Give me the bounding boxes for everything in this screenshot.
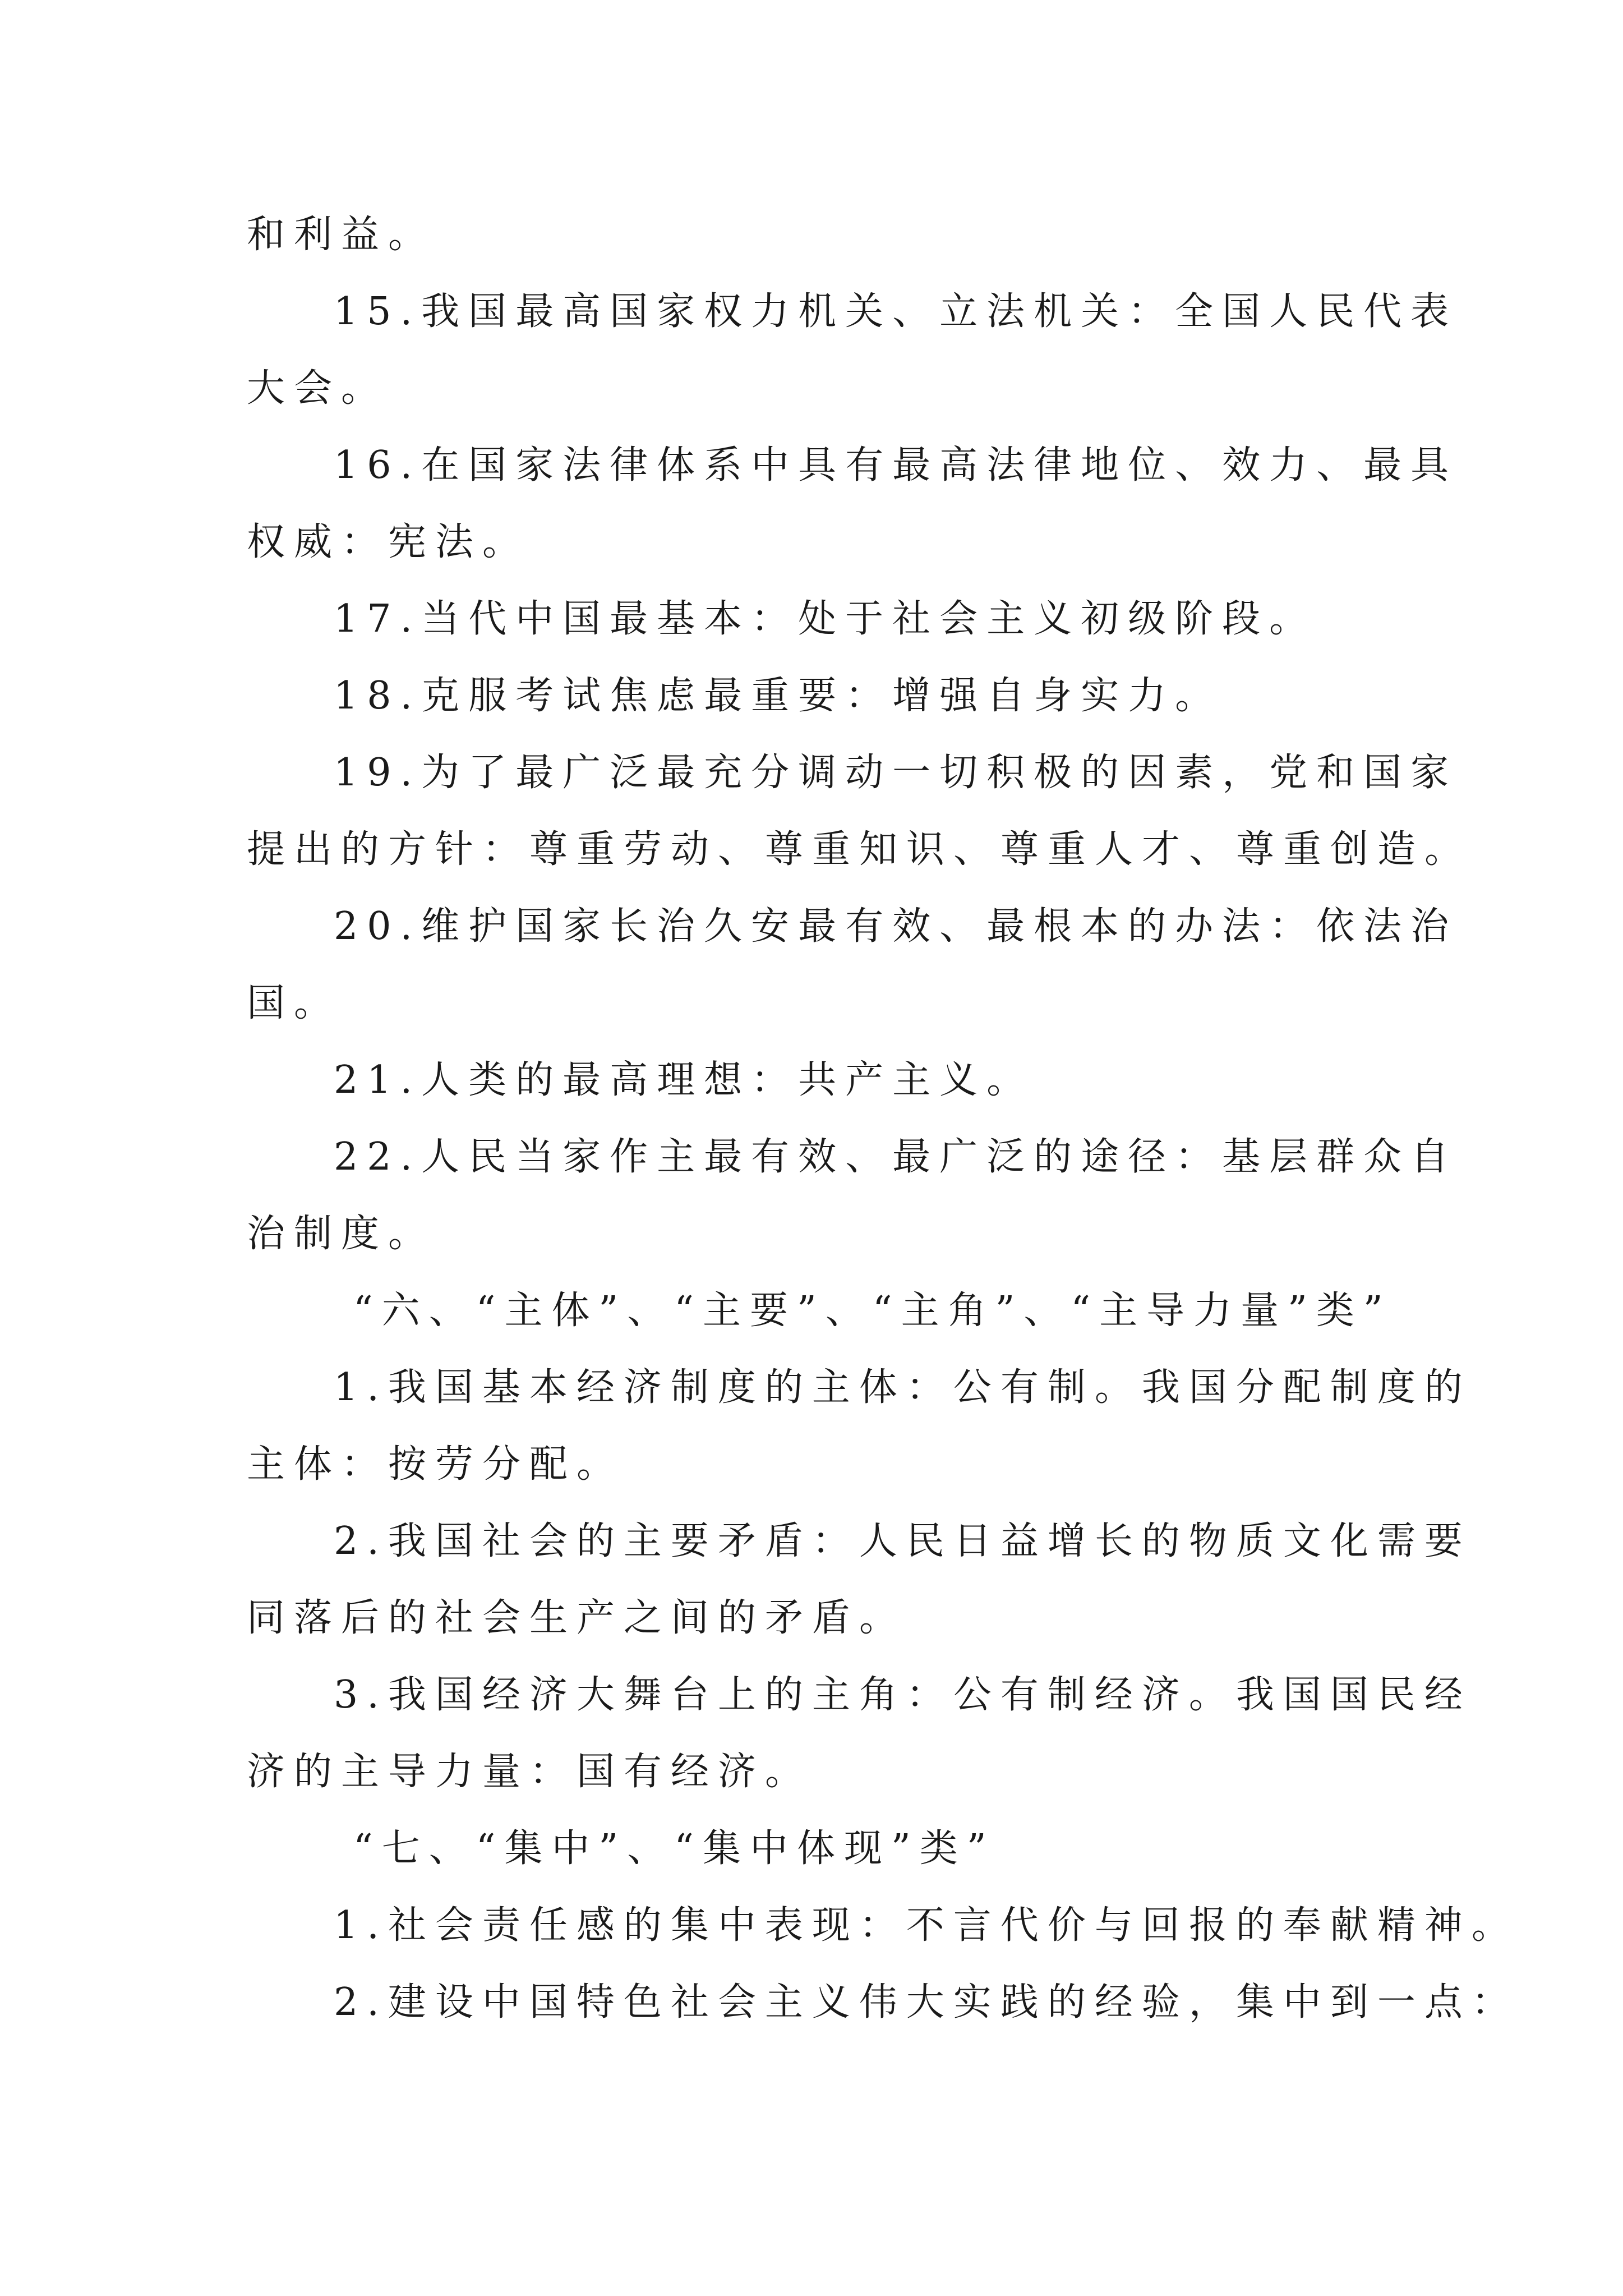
list-item: 15.我国最高国家权力机关、立法机关：全国人民代表 <box>334 289 1458 334</box>
list-item: 17.当代中国最基本：处于社会主义初级阶段。 <box>334 597 1317 641</box>
list-item: 18.克服考试焦虑最重要：增强自身实力。 <box>334 674 1223 718</box>
text-line: 济的主导力量：国有经济。 <box>247 1750 813 1794</box>
list-item: 16.在国家法律体系中具有最高法律地位、效力、最具 <box>334 443 1458 487</box>
list-item: 19.为了最广泛最充分调动一切积极的因素，党和国家 <box>334 751 1458 795</box>
list-item: 22.人民当家作主最有效、最广泛的途径：基层群众自 <box>334 1135 1458 1179</box>
text-line: 主体：按劳分配。 <box>247 1442 624 1487</box>
section-heading: “七、“集中”、“集中体现”类” <box>353 1826 995 1871</box>
list-item: 3.我国经济大舞台上的主角：公有制经济。我国国民经 <box>334 1673 1472 1717</box>
list-item: 21.人类的最高理想：共产主义。 <box>334 1058 1034 1102</box>
text-line: 大会。 <box>247 366 389 411</box>
text-line: 治制度。 <box>247 1212 436 1256</box>
text-line: 提出的方针：尊重劳动、尊重知识、尊重人才、尊重创造。 <box>247 827 1472 872</box>
text-line: 国。 <box>247 981 342 1025</box>
document-body <box>247 196 1519 2041</box>
list-item: 1.社会责任感的集中表现：不言代价与回报的奉献精神。 <box>334 1903 1519 1948</box>
list-item: 2.建设中国特色社会主义伟大实践的经验，集中到一点： <box>334 1980 1519 2024</box>
section-heading: “六、“主体”、“主要”、“主角”、“主导力量”类” <box>353 1289 1392 1333</box>
list-item: 2.我国社会的主要矛盾：人民日益增长的物质文化需要 <box>334 1519 1472 1563</box>
text-line: 同落后的社会生产之间的矛盾。 <box>247 1596 907 1640</box>
list-item: 1.我国基本经济制度的主体：公有制。我国分配制度的 <box>334 1365 1472 1410</box>
text-line: 权威：宪法。 <box>247 520 530 564</box>
text-line: 和利益。 <box>247 213 436 257</box>
list-item: 20.维护国家长治久安最有效、最根本的办法：依法治 <box>334 904 1458 949</box>
